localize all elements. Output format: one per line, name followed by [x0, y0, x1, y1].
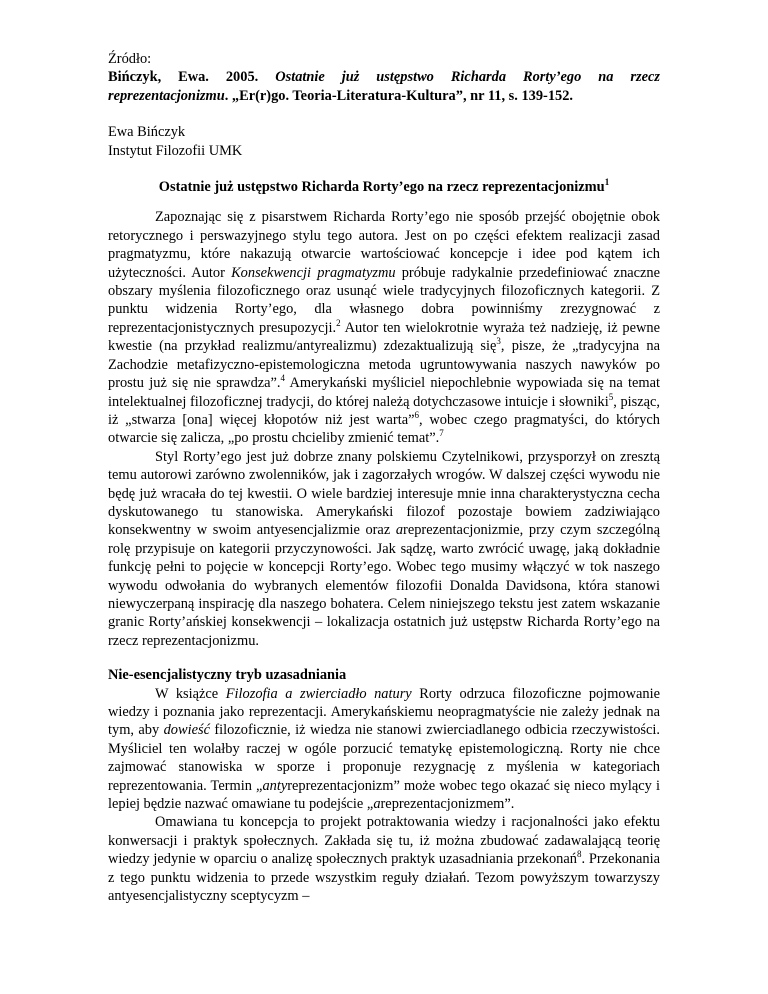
document-page: [108, 50, 660, 905]
citation-author-year: Bińczyk, Ewa. 2005.: [108, 69, 259, 86]
footnote-ref[interactable]: 4: [280, 373, 286, 384]
article-body: [108, 208, 660, 905]
author-name: Ewa Bińczyk: [108, 124, 186, 141]
footnote-ref[interactable]: 6: [414, 410, 420, 421]
citation-title: Ostatnie już ustępstwo Richarda Rorty’ego na rzecz reprezentacjonizmu: [108, 69, 660, 104]
article-title: Ostatnie już ustępstwo Richarda Rorty’ego na rzecz reprezentacjonizmu$^1$: [158, 177, 610, 196]
footnote-ref[interactable]: 7: [439, 428, 444, 439]
footnote-ref[interactable]: 5: [608, 391, 614, 402]
source-label: Źródło:: [108, 51, 152, 67]
paragraph-2: Styl Rorty’ego jest już dobrze znany polskiemu Czytelnikowi, przysporzył on zresztą temu autorowi zarówno zwolenników, jak i zagorzałych wrogów. W dalszej części wywodu nie będę już wracała do tej kwestii. O wiele bardziej interesuje mnie inna charakterystyczna cecha dyskutowanego tu stanowiska. Amerykański filozof pozostaje bowiem zadziwiająco konsekwentny w swoim antyesencjalizmie oraz areprezentacjonizmie, przy czym szczególną rolę przypisuje on kategorii przyczynowości. Jak sądzę, warto zwrócić uwagę, jaką dokładnie funkcję pełni to pojęcie w koncepcji Rorty’ego. Wobec tego musimy włączyć w tok naszego wywodu odwołania do wybranych elementów filozofii Donalda Davidsona, która stanowi niewyczerpaną inspirację dla naszego bohatera. Celem niniejszego tekstu jest zatem wskazanie granic Rorty’ańskiej konsekwencji – lokalizacja ostatnich już ustępstw Richarda Rorty’ego na rzecz reprezentacjonizmu.: [108, 448, 660, 649]
citation: [108, 68, 660, 105]
footnote-ref[interactable]: 2: [336, 318, 341, 329]
author-affiliation: Instytut Filozofii UMK: [108, 142, 243, 159]
paragraph-1: Zapoznając się z pisarstwem Richarda Rorty’ego nie sposób przejść obojętnie obok retorycznego i perswazyjnego stylu tego autora. Jest on po części efektem realizacji zasad pragmatyzmu, które nakazują otwarcie wartościować koncepcje i idee pod kątem ich użyteczności. Autor Konsekwencji pragmatyzmu próbuje radykalnie przedefiniować znaczne obszary myślenia filozoficznego oraz usunąć wiele tradycyjnych filozoficznych kategorii. Z punktu widzenia Rorty’ego, dla własnego dobra powinniśmy zrezygnować z reprezentacjonistycznych presupozycji.$^2$ Autor ten wielokrotnie wyraża też nadzieję, iż pewne kwestie (na przykład realizmu/antyrealizmu) zdezaktualizują się$^3$, pisze, że „tradycyjna na Zachodzie metafizyczno-epistemologiczna metoda ugruntowywania naszych nawyków po prostu już się nie sprawdza”.$^4$ Amerykański myśliciel niepochlebnie wypowiada się na temat intelektualnej filozoficznej tradycji, do której należą dotychczasowe intuicje i słowniki$^5$, pisząc, iż „stwarza [ona] więcej kłopotów niż jest warta”$^6$, wobec czego pragmatyści, do których otwarcie się zalicza, „po prostu chcieliby zmienić temat”.$^7$: [108, 209, 661, 447]
author-block: [108, 123, 660, 160]
citation-journal: . „Er(r)go. Teoria-Literatura-Kultura”, nr 11, s. 139-152.: [224, 87, 574, 104]
footnote-ref[interactable]: 3: [496, 336, 501, 347]
paragraph-3: W książce Filozofia a zwierciadło natury Rorty odrzuca filozoficzne pojmowanie wiedzy i poznania jako reprezentacji. Amerykańskiemu neopragmatyście nie zależy jednak na tym, aby dowieść filozoficznie, iż wiedza nie stanowi zwierciadlanego odbicia rzeczywistości. Myśliciel ten wolałby raczej w ogóle porzucić tematykę epistemologiczną. Rorty nie chce zajmować stanowiska w sporze i proponuje rezygnację z myślenia w kategoriach reprezentowania. Termin „antyreprezentacjonizm” może wobec tego okazać się nieco mylący i lepiej będzie nazwać omawiane tu podejście „areprezentacjonizmem”.: [108, 685, 660, 813]
source-citation: [108, 50, 660, 105]
footnote-ref[interactable]: 8: [576, 849, 582, 860]
section-heading: Nie-esencjalistyczny tryb uzasadniania: [108, 667, 347, 684]
footnote-ref[interactable]: 1: [604, 177, 610, 188]
paragraph-4: Omawiana tu koncepcja to projekt potraktowania wiedzy i racjonalności jako efektu konwersacji i praktyk społecznych. Zakłada się tu, iż można zbudować zadawalającą teorię wiedzy jedynie w oparciu o analizę społecznych praktyk uzasadniania przekonań$^8$. Przekonania z tego punktu widzenia to przede wszystkim reguły działań. Tezom powyższym towarzyszy antyesencjalistyczny sceptycyzm –: [108, 814, 660, 905]
